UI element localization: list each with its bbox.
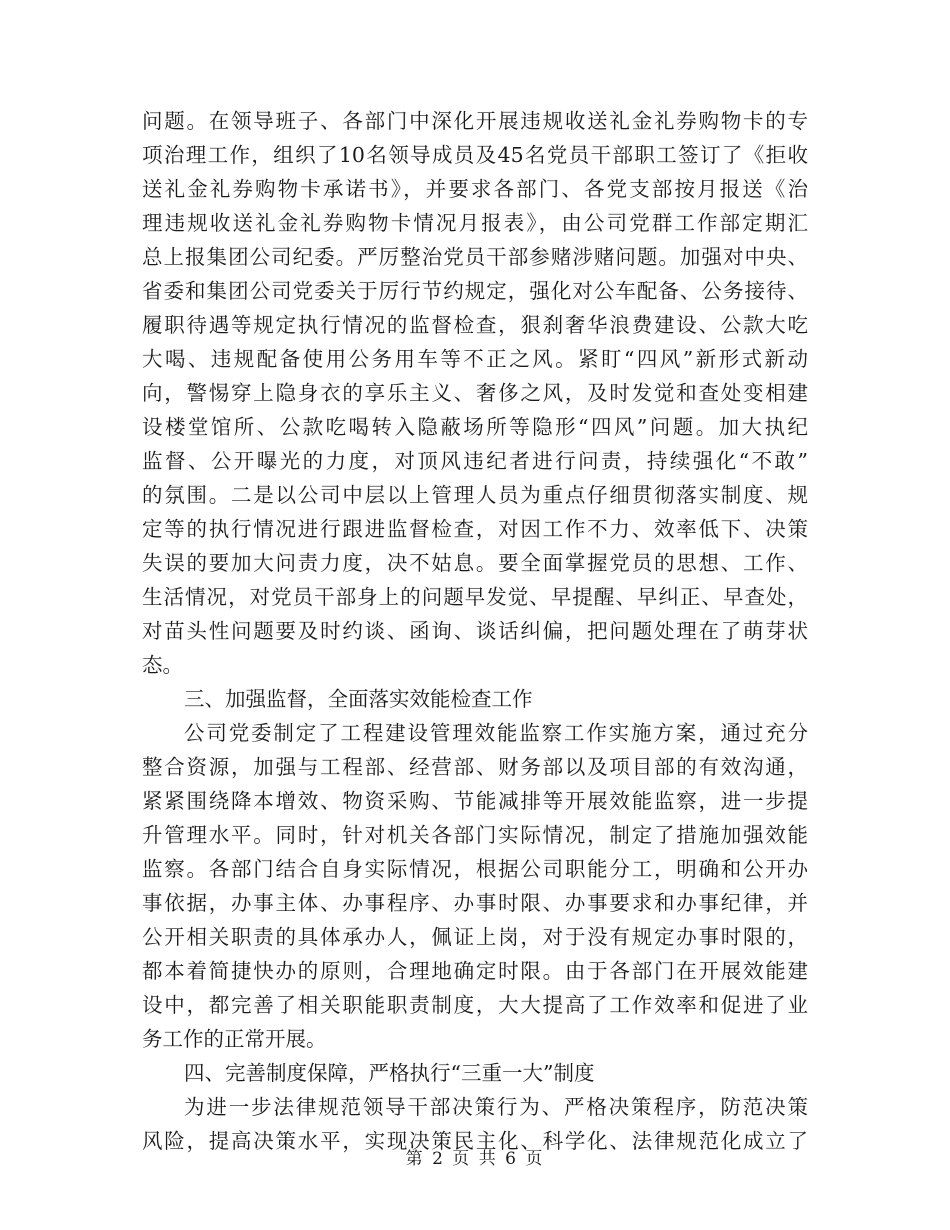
text-line: 监察。各部门结合自身实际情况，根据公司职能分工，明确和公开办 <box>142 857 808 881</box>
text-line: 省委和集团公司党委关于厉行节约规定，强化对公车配备、公务接待、 <box>142 279 808 303</box>
text-line: 紧紧围绕降本增效、物资采购、节能减排等开展效能监察，进一步提 <box>142 789 808 813</box>
text-line: 设楼堂馆所、公款吃喝转入隐蔽场所等隐形“四风”问题。加大执纪 <box>142 415 808 439</box>
text-line: 监督、公开曝光的力度，对顶风违纪者进行问责，持续强化“不敢” <box>142 449 808 473</box>
text-line: 风险，提高决策水平，实现决策民主化、科学化、法律规范化成立了 <box>142 1129 808 1153</box>
text-line: 对苗头性问题要及时约谈、函询、谈话纠偏，把问题处理在了萌芽状 <box>142 619 808 643</box>
text-line: 升管理水平。同时，针对机关各部门实际情况，制定了措施加强效能 <box>142 823 808 847</box>
text-line: 问题。在领导班子、各部门中深化开展违规收送礼金礼券购物卡的专 <box>142 109 808 133</box>
text-line: 设中，都完善了相关职能职责制度，大大提高了工作效率和促进了业 <box>142 993 808 1017</box>
text-line: 务工作的正常开展。 <box>142 1027 327 1051</box>
section-heading: 四、完善制度保障，严格执行“三重一大”制度 <box>184 1061 595 1085</box>
text-line: 为进一步法律规范领导干部决策行为、严格决策程序，防范决策 <box>184 1095 808 1119</box>
text-line: 定等的执行情况进行跟进监督检查，对因工作不力、效率低下、决策 <box>142 517 808 541</box>
text-line: 都本着简捷快办的原则，合理地确定时限。由于各部门在开展效能建 <box>142 959 808 983</box>
text-line: 项治理工作，组织了10名领导成员及45名党员干部职工签订了《拒收 <box>142 143 808 167</box>
text-line: 理违规收送礼金礼券购物卡情况月报表》，由公司党群工作部定期汇 <box>142 211 808 235</box>
text-line: 失误的要加大问责力度，决不姑息。要全面掌握党员的思想、工作、 <box>142 551 808 575</box>
text-line: 公司党委制定了工程建设管理效能监察工作实施方案，通过充分 <box>184 721 808 745</box>
text-line: 态。 <box>142 653 183 677</box>
text-line: 履职待遇等规定执行情况的监督检查，狠刹奢华浪费建设、公款大吃 <box>142 313 808 337</box>
text-line: 的氛围。二是以公司中层以上管理人员为重点仔细贯彻落实制度、规 <box>142 483 808 507</box>
page-footer: 第 2 页 共 6 页 <box>405 1149 545 1169</box>
text-line: 整合资源，加强与工程部、经营部、财务部以及项目部的有效沟通， <box>142 755 808 779</box>
section-heading: 三、加强监督，全面落实效能检查工作 <box>184 687 533 711</box>
text-line: 生活情况，对党员干部身上的问题早发觉、早提醒、早纠正、早查处， <box>142 585 808 609</box>
text-line: 大喝、违规配备使用公务用车等不正之风。紧盯“四风”新形式新动 <box>142 347 808 371</box>
text-line: 向，警惕穿上隐身衣的享乐主义、奢侈之风，及时发觉和查处变相建 <box>142 381 808 405</box>
text-line: 送礼金礼券购物卡承诺书》，并要求各部门、各党支部按月报送《治 <box>142 177 808 201</box>
text-line: 总上报集团公司纪委。严厉整治党员干部参赌涉赌问题。加强对中央、 <box>142 245 808 269</box>
text-line: 公开相关职责的具体承办人，佩证上岗，对于没有规定办事时限的， <box>142 925 808 949</box>
text-line: 事依据，办事主体、办事程序、办事时限、办事要求和办事纪律，并 <box>142 891 808 915</box>
